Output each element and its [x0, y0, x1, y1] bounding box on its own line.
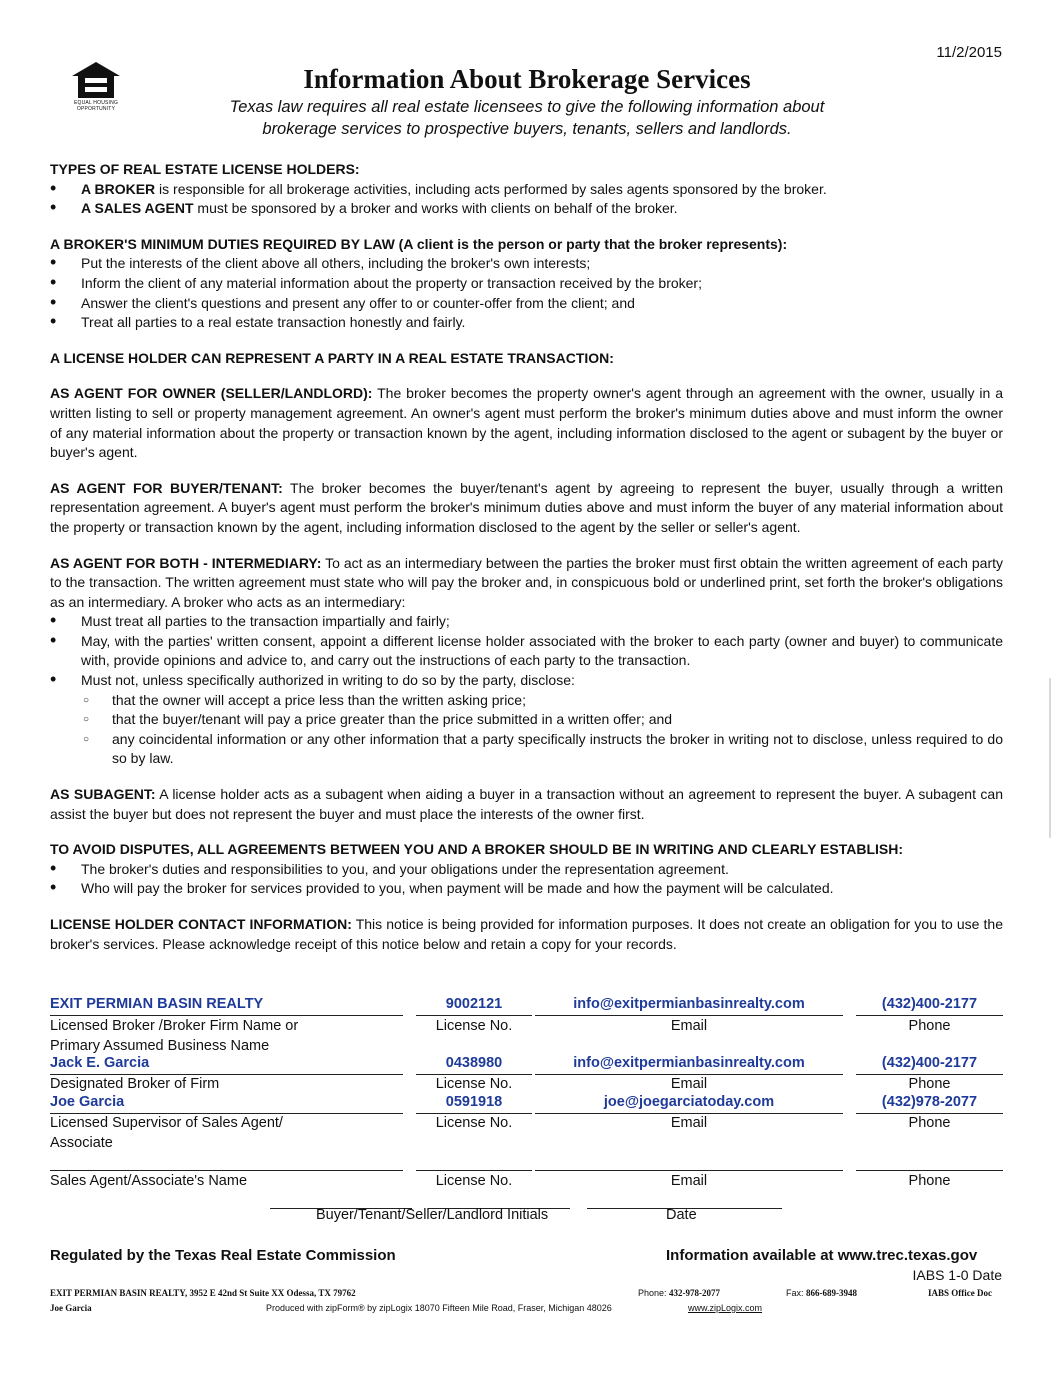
list-item: • Inform the client of any material information about the property or transaction received by the broker;	[50, 274, 1003, 294]
form-id: IABS 1-0 Date	[912, 1267, 1002, 1283]
phone-label: Phone	[908, 1173, 951, 1189]
designated-label-row	[50, 1075, 1003, 1095]
agent-label-row	[50, 1172, 1003, 1192]
buyer-paragraph: AS AGENT FOR BUYER/TENANT: The broker becomes the buyer/tenant's agent by agreeing to represent the buyer, usually through a written representation agreement. A buyer's agent must perform the broker's minimum duties above and must inform the buyer of any material information about the property or transaction known by the agent, including information disclosed to the agent by the seller or seller's agent.	[50, 479, 1003, 535]
email-label: Email	[670, 1173, 708, 1189]
broker-phone-field[interactable]: (432)400-2177	[856, 996, 1003, 1016]
office-phone: Phone: 432-978-2077	[638, 1288, 721, 1298]
logo-text-1: EQUAL HOUSING	[73, 100, 119, 106]
page-title: Information About Brokerage Services	[303, 64, 751, 94]
duties-heading: A BROKER'S MINIMUM DUTIES REQUIRED BY LAW (A client is the person or party that the broker represents):	[50, 235, 788, 252]
agent-email-field[interactable]	[535, 1151, 843, 1171]
sub-list-item: ○ any coincidental information or any other information that a party specifically instructs the broker in writing not to disclose, unless required to do so by law.	[81, 730, 1003, 769]
intermediary-list	[50, 612, 1003, 769]
ziplogix-link[interactable]: www.zipLogix.com	[688, 1303, 763, 1313]
supervisor-email-field[interactable]: joe@joegarciatoday.com	[535, 1094, 843, 1114]
list-item: • A SALES AGENT must be sponsored by a broker and works with clients on behalf of the broker.	[50, 199, 1003, 219]
phone-label: Phone	[908, 1076, 951, 1092]
page-subtitle	[150, 96, 904, 140]
disclose-list	[81, 691, 1003, 769]
agent-license-field[interactable]	[416, 1151, 532, 1171]
license-label: License No.	[435, 1115, 513, 1131]
broker-name-label: Licensed Broker /Broker Firm Name or Primary Assumed Business Name	[50, 1018, 299, 1054]
designated-license-field[interactable]: 0438980	[416, 1055, 532, 1075]
list-item: • Answer the client's questions and present any offer to or counter-offer from the client; and	[50, 294, 1003, 314]
subtitle-line-2: brokerage services to prospective buyers, tenants, sellers and landlords.	[262, 120, 792, 138]
designated-name-field[interactable]: Jack E. Garcia	[50, 1055, 403, 1075]
supervisor-label-row	[50, 1114, 1003, 1151]
broker-email-field[interactable]: info@exitpermianbasinrealty.com	[535, 996, 843, 1016]
list-item: • A BROKER is responsible for all brokerage activities, including acts performed by sales agents sponsored by the broker.	[50, 180, 1003, 200]
phone-label: Phone	[908, 1115, 951, 1131]
scroll-indicator	[1049, 678, 1051, 838]
agent-name-label: Sales Agent/Associate's Name	[50, 1173, 248, 1189]
list-item: • Who will pay the broker for services provided to you, when payment will be made and how the payment will be calculated.	[50, 879, 1003, 899]
initials-label: Buyer/Tenant/Seller/Landlord Initials	[316, 1207, 549, 1223]
produced-with: Produced with zipForm® by zipLogix 18070 Fifteen Mile Road, Fraser, Michigan 48026	[266, 1303, 612, 1313]
supervisor-phone-field[interactable]: (432)978-2077	[856, 1094, 1003, 1114]
list-item: • Must treat all parties to the transaction impartially and fairly;	[50, 612, 1003, 632]
initials-date-label: Date	[666, 1207, 697, 1223]
agent-row	[50, 1151, 1003, 1171]
designated-row	[50, 1055, 1003, 1075]
office-fax: Fax: 866-689-3948	[786, 1288, 858, 1298]
license-label: License No.	[435, 1076, 513, 1092]
sub-list-item: ○ that the buyer/tenant will pay a price greater than the price submitted in a written offer; and	[81, 710, 1003, 730]
types-list	[50, 180, 1003, 219]
footer-agent: Joe Garcia	[50, 1303, 92, 1313]
contact-info-paragraph: LICENSE HOLDER CONTACT INFORMATION: This notice is being provided for information purposes. It does not create an obligation for you to use the broker's services. Please acknowledge receipt of this notice below and retain a copy for your records.	[50, 916, 1003, 952]
trec-info-text: Information available at www.trec.texas.gov	[666, 1247, 978, 1264]
represent-heading: A LICENSE HOLDER CAN REPRESENT A PARTY IN A REAL ESTATE TRANSACTION:	[50, 349, 614, 366]
list-item: • Must not, unless specifically authorized in writing to do so by the party, disclose: ○ that the owner will accept a price less than the written asking price; ○ that the buyer/tenant will pay a price greater than the price submitted in a written offer; and ○ any coincidental information or any other information that a party specifically instructs the broker in writing not to disclose, unless required to do so by law.	[50, 671, 1003, 769]
agent-name-field[interactable]	[50, 1151, 403, 1171]
designated-phone-field[interactable]: (432)400-2177	[856, 1055, 1003, 1075]
disputes-list	[50, 860, 1003, 899]
list-item: • Treat all parties to a real estate transaction honestly and fairly.	[50, 313, 1003, 333]
supervisor-name-label: Licensed Supervisor of Sales Agent/ Associate	[50, 1115, 283, 1151]
supervisor-license-field[interactable]: 0591918	[416, 1094, 532, 1114]
list-item: • The broker's duties and responsibilities to you, and your obligations under the representation agreement.	[50, 860, 1003, 880]
supervisor-row	[50, 1094, 1003, 1114]
office-doc: IABS Office Doc	[928, 1288, 992, 1298]
agent-phone-field[interactable]	[856, 1151, 1003, 1171]
intermediary-paragraph: AS AGENT FOR BOTH - INTERMEDIARY: To act as an intermediary between the parties the broker must first obtain the written agreement of each party to the transaction. The written agreement must state who will pay the broker and, in conspicuous bold or underlined print, set forth the broker's obligations as an intermediary. A broker who acts as an intermediary:	[50, 554, 1003, 610]
designated-email-field[interactable]: info@exitpermianbasinrealty.com	[535, 1055, 843, 1075]
list-item: • Put the interests of the client above all others, including the broker's own interests;	[50, 254, 1003, 274]
email-label: Email	[670, 1018, 708, 1034]
list-item: • May, with the parties' written consent, appoint a different license holder associated with the broker to each party (owner and buyer) to communicate with, provide opinions and advice to, and carry out the instructions of each party to the transaction.	[50, 632, 1003, 671]
broker-name-field[interactable]: EXIT PERMIAN BASIN REALTY	[50, 996, 403, 1016]
broker-row	[50, 996, 1003, 1016]
designated-name-label: Designated Broker of Firm	[50, 1076, 220, 1092]
owner-paragraph: AS AGENT FOR OWNER (SELLER/LANDLORD): The broker becomes the property owner's agent through an agreement with the owner, usually in a written listing to sell or property management agreement. An owner's agent must perform the broker's minimum duties above and must inform the owner of any material information about the property or transaction known by the agent, including information disclosed to the agent or subagent by the buyer or buyer's agent.	[50, 385, 1004, 461]
license-label: License No.	[435, 1018, 513, 1034]
phone-label: Phone	[908, 1018, 951, 1034]
form-date: 11/2/2015	[936, 44, 1002, 61]
disputes-heading: TO AVOID DISPUTES, ALL AGREEMENTS BETWEEN YOU AND A BROKER SHOULD BE IN WRITING AND CLEARLY ESTABLISH:	[50, 841, 904, 858]
regulated-text: Regulated by the Texas Real Estate Commission	[50, 1247, 396, 1264]
broker-license-field[interactable]: 9002121	[416, 996, 532, 1016]
supervisor-name-field[interactable]: Joe Garcia	[50, 1094, 403, 1114]
duties-list	[50, 254, 1003, 332]
office-address: EXIT PERMIAN BASIN REALTY, 3952 E 42nd St Suite XX Odessa, TX 79762	[50, 1288, 356, 1298]
subtitle-line-1: Texas law requires all real estate licensees to give the following information about	[229, 98, 825, 116]
logo-text-2: OPPORTUNITY	[76, 106, 116, 112]
license-label: License No.	[435, 1173, 513, 1189]
email-label: Email	[670, 1076, 708, 1092]
sub-list-item: ○ that the owner will accept a price less than the written asking price;	[81, 691, 1003, 711]
types-heading: TYPES OF REAL ESTATE LICENSE HOLDERS:	[50, 161, 360, 177]
email-label: Email	[670, 1115, 708, 1131]
subagent-paragraph: AS SUBAGENT: A license holder acts as a subagent when aiding a buyer in a transaction without an agreement to represent the buyer. A subagent can assist the buyer but does not represent the buyer and must place the interests of the owner first.	[50, 786, 1003, 822]
main-content	[50, 160, 1003, 954]
broker-label-row	[50, 1017, 1003, 1054]
